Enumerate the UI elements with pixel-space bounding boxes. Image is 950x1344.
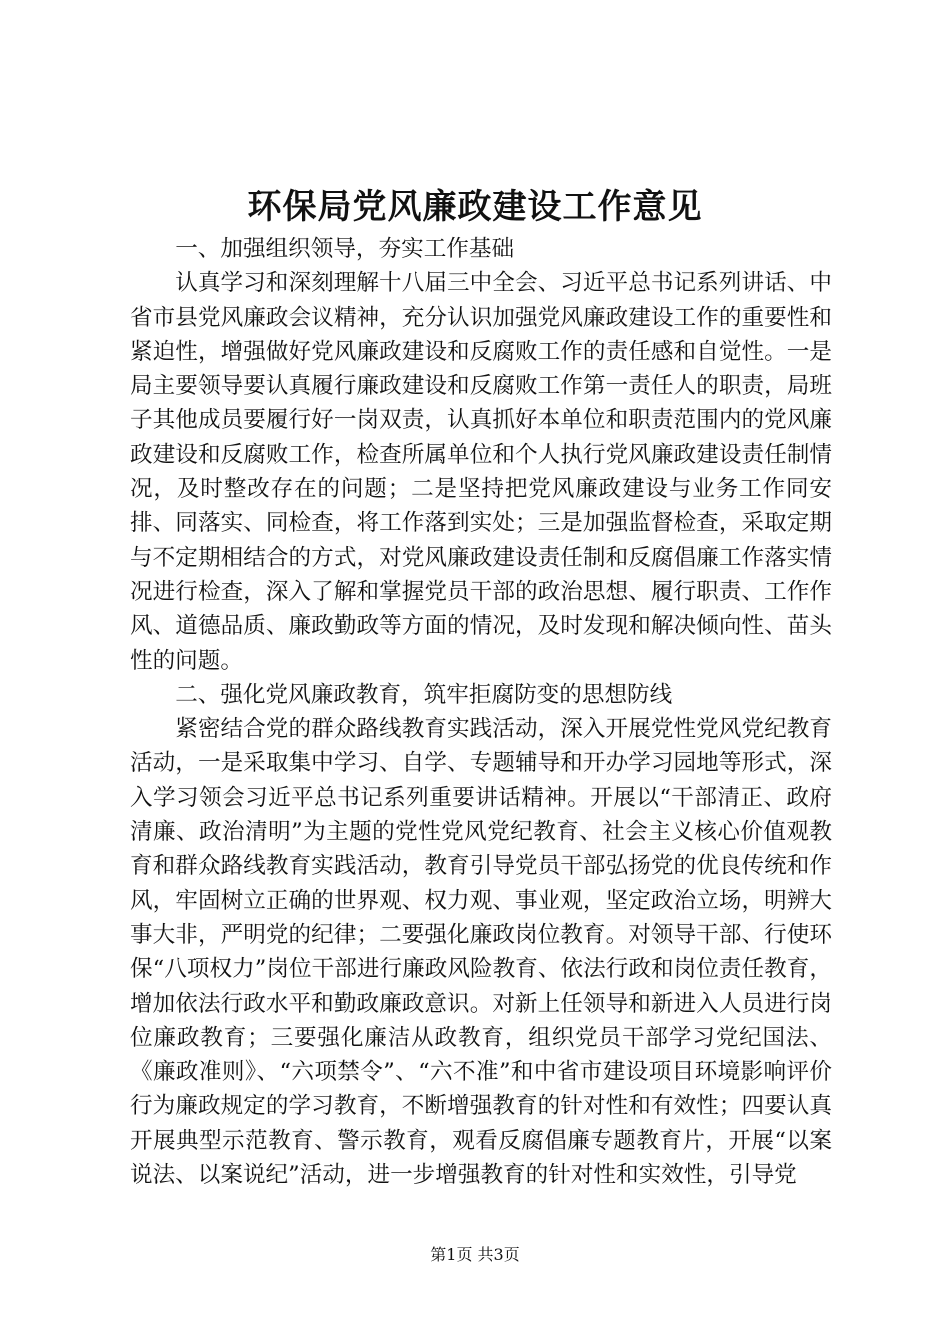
section-paragraph-1: 认真学习和深刻理解十八届三中全会、习近平总书记系列讲话、中省市县党风廉政会议精神，充分认识加强党风廉政建设工作的重要性和紧迫性，增强做好党风廉政建设和反腐败工作的责任感和自觉性。一是局主要领导要认真履行廉政建设和反腐败工作第一责任人的职责，局班子其他成员要履行好一岗双责，认真抓好本单位和职责范围内的党风廉政建设和反腐败工作，检查所属单位和个人执行党风廉政建设责任制情况，及时整改存在的问题；二是坚持把党风廉政建设与业务工作同安排、同落实、同检查，将工作落到实处；三是加强监督检查，采取定期与不定期相结合的方式，对党风廉政建设责任制和反腐倡廉工作落实情况进行检查，深入了解和掌握党员干部的政治思想、履行职责、工作作风、道德品质、廉政勤政等方面的情况，及时发现和解决倾向性、苗头性的问题。 xyxy=(130,270,832,674)
section-heading-1: 一、加强组织领导，夯实工作基础 xyxy=(175,236,515,262)
document-body xyxy=(130,232,832,1192)
section-paragraph-2: 紧密结合党的群众路线教育实践活动，深入开展党性党风党纪教育活动，一是采取集中学习、自学、专题辅导和开办学习园地等形式，深入学习领会习近平总书记系列重要讲话精神。开展以“干部清正、政府清廉、政治清明”为主题的党性党风党纪教育、社会主义核心价值观教育和群众路线教育实践活动，教育引导党员干部弘扬党的优良传统和作风，牢固树立正确的世界观、权力观、事业观，坚定政治立场，明辨大事大非，严明党的纪律；二要强化廉政岗位教育。对领导干部、行使环保“八项权力”岗位干部进行廉政风险教育、依法行政和岗位责任教育，增加依法行政水平和勤政廉政意识。对新上任领导和新进入人员进行岗位廉政教育；三要强化廉洁从政教育，组织党员干部学习党纪国法、《廉政准则》、“六项禁令”、“六不准”和中省市建设项目环境影响评价行为廉政规定的学习教育，不断增强教育的针对性和有效性；四要认真开展典型示范教育、警示教育，观看反腐倡廉专题教育片，开展“以案说法、以案说纪”活动，进一步增强教育的针对性和实效性，引导党 xyxy=(130,716,832,1189)
document-title: 环保局党风廉政建设工作意见 xyxy=(247,187,703,227)
page-number-footer: 第1页 共3页 xyxy=(430,1245,520,1264)
section-heading-2: 二、强化党风廉政教育，筑牢拒腐防变的思想防线 xyxy=(175,681,673,708)
